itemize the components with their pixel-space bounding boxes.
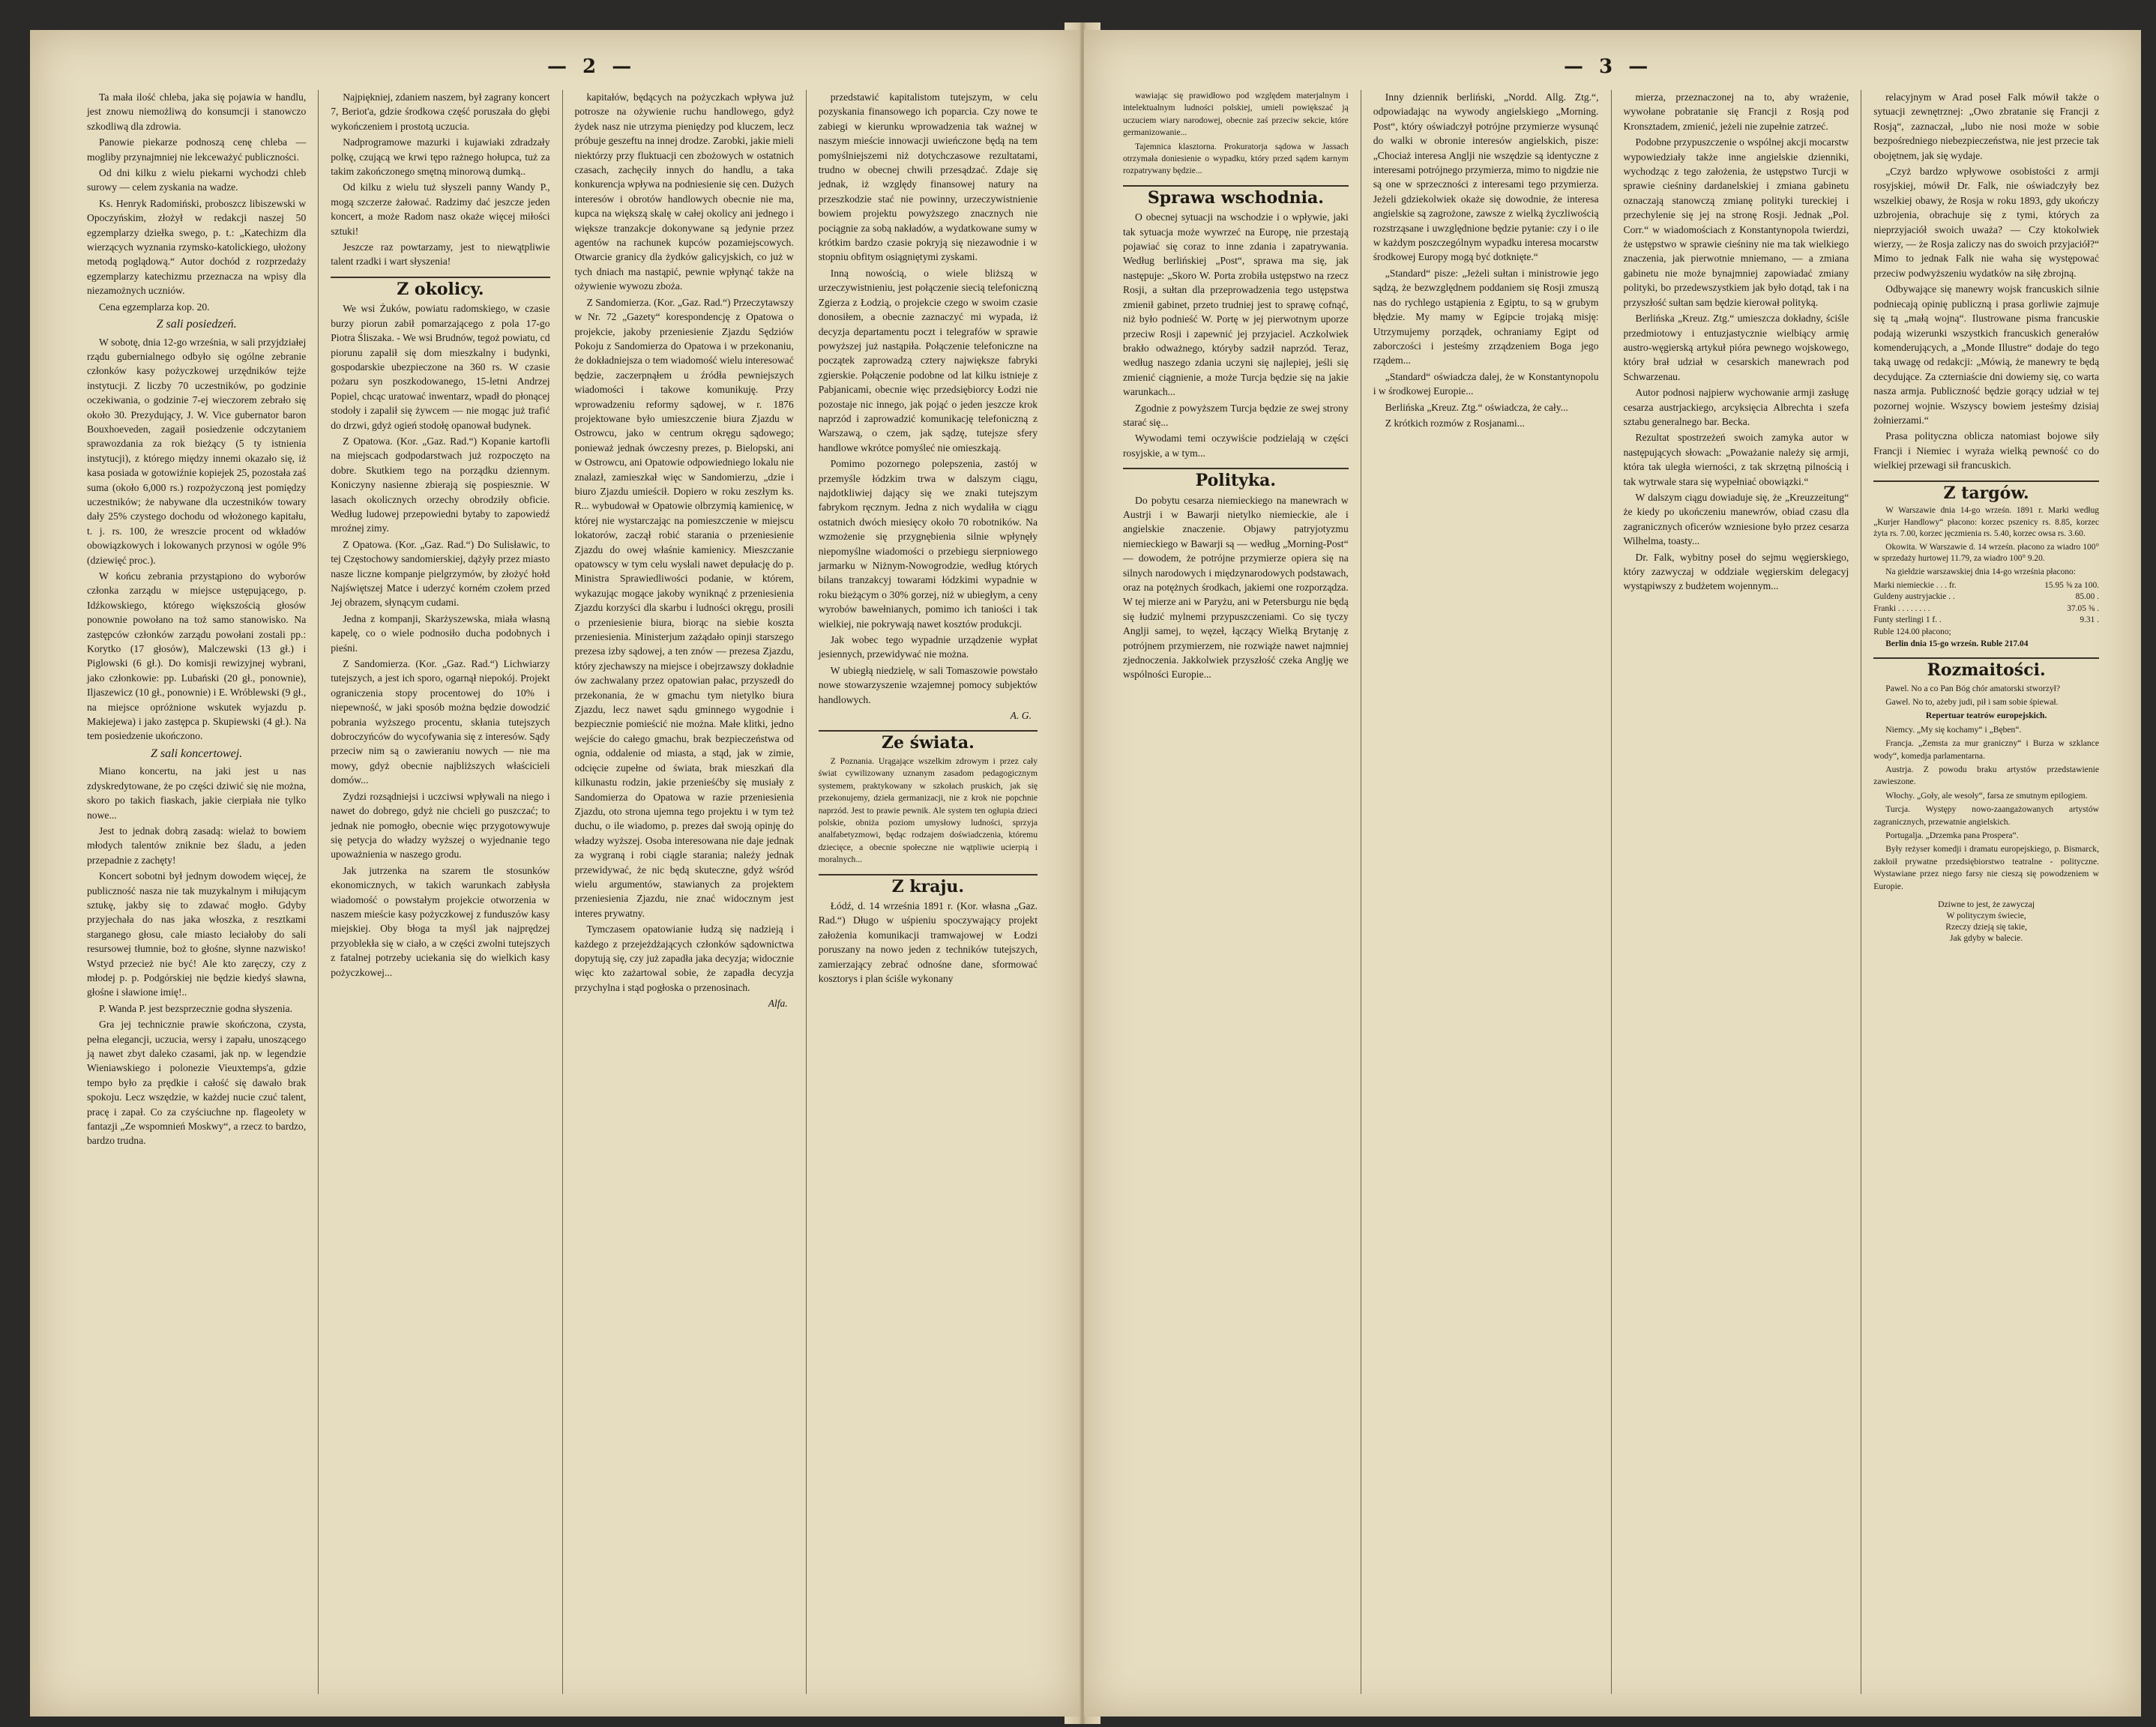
paragraph: Łódź, d. 14 września 1891 r. (Kor. własna „Gaz. Rad.“) Długo w uśpieniu spoczywający projekt założenia komunikacji tramwajowej w Łodzi poruszany na nowo jeden z techników tutejszych, zamierzający zebrać odnośne dane, sformować kosztorys i plan ściśle wykonany (818, 899, 1038, 984)
paragraph: Z Opatowa. (Kor. „Gaz. Rad.“) Kopanie kartofli na miejscach godpodarstwach już rozpoczęto na dobre. Skutkiem tego na porządku dziennym. Koniczyny nasienne zbierają się pospiesznie. W lasach okolicznych orzechy obrodziły obficie. Według ludowej przepowiedni bytaby to zapowiedź mroźnej zimy. (331, 435, 550, 534)
section-heading: Ze świata. (819, 730, 1038, 750)
column-3 (563, 90, 807, 1694)
market-label: Marki niemieckie . . . fr. (1873, 580, 1957, 590)
paragraph: Odbywające się manewry wojsk francuskich silnie podniecają opinię publiczną i prasa gorliwie zajmuje się tą „małą wojną“. Ilustrowane pisma francuskie podają wizerunki wszystkich francuskich generałów komenderujących, a „Monde Illustre“ dodaje do tego taką uwagę od redakcji: „Mówią, że manewry te będą decydujące. Za czterniaście dni dowiemy się, co warta nasza armja. Publiczność będzie gorący udział w tej pozornej wojnie. Wszyscy bowiem jesteśmy dzisiaj żołnierzami.“ (1873, 283, 2099, 426)
columns (75, 90, 1050, 1694)
paragraph: Inną nowością, o wiele bliższą w urzeczywistnieniu, jest połączenie siecią telefoniczną Zgierza z Łodzią, o projekcie czego w swoim czasie donosiłem, a obecnie zaznaczyć mi wypada, iż decyzja departamentu poczt i telegrafów w sprawie powyższej już nastąpiła. Połączenie telefoniczne na początek zaprowadzą cztery największe fabryki zgierskie. Połączenie podobne od lat kilku istnieje z Pabjanicami, obecnie więc przedsiębiorcy Łodzi nie pozostaje nic innego, jak pojąć o jeden jeszcze krok naprzód i zaprowadzić komunikację telefoniczną z Warszawą, o czem, jak sądzę, tutejsze sfery handlowe wkrótce pomyśleć nie omieszkają. (818, 267, 1038, 453)
paragraph: Jedna z kompanji, Skarżyszewska, miała własną kapelę, co o wiele podnosiło ducha podobnych i pieśni. (331, 612, 550, 654)
paragraph: Turcja. Występy nowo-zaangażowanych artystów zagranicznych, przewatnie angielskich. (1873, 804, 2099, 827)
paragraph: Z Poznania. Urągające wszelkim zdrowym i przez cały świat cywilizowany uznanym zasadom pedagogicznym systemem, praktykowany w szkołach pruskich, jak się przekonujemy, dzieła germanizacji, nie z krok nie popchnie naprzód. Jest to prawie pewnik. Ale system ten ogłupia dzieci polskie, obniża poziom umysłowy ludności, sprzyja analfabetyzmowi, będąc rodzajem doświadczenia, któremu dziecięce, a obecnie społeczne nie wątpliwie ucierpią i moralnych... (818, 756, 1038, 865)
paragraph: Pawel. No a co Pan Bóg chór amatorski stworzył? (1885, 683, 2061, 693)
poem-line: Dziwne to jest, że zawyczaj (1938, 899, 2035, 909)
paragraph: Ks. Henryk Radomiński, proboszcz libiszewski w Opoczyńskim, złożył w redakcji naszej 50 egzemplarzy dziełka swego, p. t.: „Katechizm dla wierzących wyznania rzymsko-katolickiego, ułożony metodą poglądową.“ Autor dochód z rozprzedaży egzemplarzy katechizmu przeznacza na wpisy dla niezamożnych uczniów. (87, 197, 307, 297)
paragraph: Autor podnosi najpierw wychowanie armji zasługę cesarza austrjackiego, arcyksięcia Albrechta i szefa sztabu generalnego bar. Becka. (1623, 387, 1849, 427)
subheading: Repertuar teatrów europejskich. (1925, 711, 2047, 721)
paragraph: Pomimo pozornego polepszenia, zastój w przemyśle łódzkim trwa w dalszym ciągu, najdotkliwiej dający się we znaki tutejszym fabrykom ręcznym. Jedna z nich wydaliła w ciągu ostatnich dwóch miesięcy około 70 robotników. Na wzmożenie się przygnębienia silnie wpłynęły niepomyślne wiadomości o przebiegu sierpniowego jarmarku w Niżnym-Nowogrodzie, według których bilans tranzakcyj towarami łódzkimi wypadnie w roku bieżącym o 30% gorzej, niż w ubiegłym, a ceny wyrobów bawełnianych, pomimo ich taniości i tak wielkiej, nie pokrywają nawet kosztów produkcji. (818, 458, 1038, 630)
paragraph: Panowie piekarze podnoszą cenę chleba — mogliby przynajmniej nie lekceważyć publiczności. (87, 136, 307, 163)
market-paragraph: Na giełdzie warszawskiej dnia 14-go września płacono: (1885, 567, 2076, 576)
paragraph: Francja. „Zemsta za mur graniczny“ i Burza w szklance wody“, komedja parlamentarna. (1873, 738, 2099, 761)
market-value: 15.95 ⅝ za 100. (2044, 580, 2099, 590)
paragraph: Tymczasem opatowianie łudzą się nadzieją i każdego z przejeżdżających członków sądownictwa dopytują się, czy już zapadła jaka decyzja; widocznie więc kto zażartowal sobie, że zapadła decyzja przychylna i stąd pogłoska o przenosinach. (574, 923, 794, 993)
paragraph: W sobotę, dnia 12-go września, w sali przyjdziałej rządu gubernialnego odbyło się ogólne zebranie członków kasy pożyczkowej urzędników tejże instytucji. Z liczby 70 uczestników, po godzinie oczekiwania, o godzinie 7-ej wieczorem zebrało się około 30. Prezydujący, J. W. Vice gubernator baron Bouxhoeveden, zagaił posiedzenie odczytaniem sprawozdania za rok bieżący (5 ty istnienia instytucji), z którego między innemi okazało się, iż kasa posiada w gotowiźnie kopiejek 25, pozostała zaś suma (około 6,000 rs.) rozpożyczoną jest pomiędzy uczestników; że nabywane dla uczestników towary dały 25% czystego dochodu od włożonego kapitału, t. j. rs. 100, że wreszcie procent od wkładów obowiązkowych i lokowanych przynosi w ogóle 9% (dziewięć proc.). (87, 336, 307, 566)
market-paragraph: W Warszawie dnia 14-go wrześn. 1891 r. Marki według „Kurjer Handlowy“ płacono: korzec pszenicy rs. 8.85, korzec żyta rs. 7.00, korzec jęczmienia rs. 5.40, korzec owsa rs. 3.60. (1873, 505, 2099, 539)
paragraph: W ubiegłą niedzielę, w sali Tomaszowie powstało nowe stowarzyszenie wzajemnej pomocy subjektów handlowych. (818, 664, 1038, 705)
paragraph: Dr. Falk, wybitny poseł do sejmu węgierskiego, który zazwyczaj w oddziale węgierskim delegacyj wystąpiwszy z budżetem wojennym... (1623, 551, 1849, 592)
market-row (1873, 580, 2099, 592)
column-2 (319, 90, 562, 1694)
paragraph: Nadprogramowe mazurki i kujawiaki zdradzały polkę, czującą we krwi tępo rażnego hołupca, tuż za takim zakończonego smętną minorową dumką.. (331, 136, 550, 178)
market-row (1873, 603, 2099, 615)
paragraph: Z Opatowa. (Kor. „Gaz. Rad.“) Do Sulisławic, to tej Częstochowy sandomierskiej, dążyły przez miasto nasze liczne kompanje pielgrzymów, by złożyć hołd Najświętszej Matce i uderzyć korném czołem przed Jej obrazem, słynącym cudami. (331, 538, 550, 609)
paragraph: relacyjnym w Arad poseł Falk mówił także o sytuacji zewnętrznej: „Owo zbratanie się Francji z Rosją“, zaznaczał, „lubo nie nosi może w sobie bezpośredniego niebezpieczeństwa, nie jest przecie tak obojętnem, jak się wydaje. (1873, 91, 2099, 161)
poem-line: Jak gdyby w balecie. (1950, 933, 2023, 943)
byline: Alfa. (768, 998, 788, 1010)
page-number: — 3 — (1564, 55, 1653, 78)
paragraph: Berlińska „Kreuz. Ztg.“ oświadcza, że cały... (1385, 401, 1568, 413)
column-1 (75, 90, 319, 1694)
section-heading: Z kraju. (819, 874, 1038, 894)
market-value: 37.05 ⅝ . (2067, 603, 2099, 613)
paragraph: Jak wobec tego wypadnie urządzenie wypłat jesiennych, przewidywać nie można. (818, 634, 1038, 660)
page-left (30, 30, 1079, 1717)
section-heading: Z okolicy. (331, 277, 549, 297)
paragraph: wawiając się prawidłowo pod względem materjalnym i intelektualnym ludności polskiej, umieli powiększać ją uczuciem wiary narodowej, obecnie zaś przeciw sekcie, które germanizowanie... (1123, 91, 1349, 138)
paragraph: Gra jej technicznie prawie skończona, czysta, pełna elegancji, uczucia, wersy i zapału, unoszącego ją nawet zbyt daleko czasami, jak np. w legendzie Wieniawskiego i polonezie Vieuxtemps'a, gdzie tempo było za prędkie i całość się dawało brak spokoju. Lecz wszędzie, w każdej nucie czuć talent, pracę i zapał. Co za czyściuchne np. flageolety w fantazji „Ze wspomnień Moskwy“, a rzecz to bardzo, bardzo trudna. (87, 1019, 307, 1147)
paragraph: przedstawić kapitalistom tutejszym, w celu pozyskania finansowego ich poparcia. Czy nowe te zabiegi w kierunku wprowadzenia tak ważnej w naszym mieście innowacji uwieńczone będą na tem pomyślniejszemi niż dotychczasowe rezultatami, trudno w obecnej chwili przesądzać. Zdaje się jednak, iż względy finansowej natury na przeszkodzie stać nie powinny, urzeczywistnienie bowiem projektu powyższego znacznych nie pociągnie za sobą nakładów, a wydatkowane sumy w krótkim bardzo czasie pokryją się niezawodnie i w stopniu obfitym osiągniętymi zyskami. (818, 91, 1038, 263)
paragraph: „Standard“ oświadcza dalej, że w Konstantynopolu i w środkowej Europie... (1373, 370, 1599, 397)
paragraph: Z Sandomierza. (Kor. „Gaz. Rad.“) Lichwiarzy tutejszych, a jest ich sporo, ogarnął niepokój. Projekt ograniczenia stopy procentowej do 10% i niepewność, w jaki sposób można będzie dowodzić pobrania wyższego procentu, skłania tutejszych dobroczyńców do wycofywania się z interesów. Sądy przeciw nim są o zawieraniu nowych — nie ma mowy, gdyż obecnie najbliższych właścicieli domów... (331, 658, 550, 786)
market-paragraph: Okowita. W Warszawie d. 14 wrześn. płacono za wiadro 100° w sprzedaży hurtowej 11.79, za wiadro 100° 9.20. (1873, 542, 2099, 564)
paragraph: Jeszcze raz powtarzamy, jest to niewątpliwie talent rzadki i wart słyszenia! (331, 241, 550, 268)
paragraph: Tajemnica klasztorna. Prokuratorja sądowa w Jassach otrzymała doniesienie o wypadku, który przed sądem karnym rozpatrywany będzie... (1123, 141, 1349, 176)
market-label: Funty sterlingi 1 f. . (1873, 615, 1942, 625)
market-row (1873, 591, 2099, 603)
paragraph: Od kilku z wielu tuż słyszeli panny Wandy P., mogą szczerze żałować. Radzimy dać jeszcze jeden koncert, a może Radom nasz okaże więcej miłości sztuki! (331, 181, 550, 237)
paragraph: Portugalja. „Drzemka pana Prospera“. (1885, 830, 2019, 840)
paragraph: Rezultat spostrzeżeń swoich zamyka autor w następujących słowach: „Poważanie należy się armji, która tak uległa wierności, z tak skrzętną pilnością i tak wytrwale stara się wypełniać obowiązki.“ (1623, 432, 1849, 487)
paragraph: Wywodami temi oczywiście podzielają w części rosyjskie, a w tym... (1123, 432, 1349, 459)
section-heading: Sprawa wschodnia. (1123, 185, 1349, 205)
paragraph: Miano koncertu, na jaki jest u nas zdyskredytowane, że po części dziwić się nie można, skoro po takich fiaskach, jakie cierpiała nie tylko nowe... (87, 765, 307, 821)
paragraph: We wsi Żuków, powiatu radomskiego, w czasie burzy piorun zabił pomarzającego z pola 17-go Piotra Śliszaka. - We wsi Brudnów, tegoż powiatu, cd piorunu zapalił się dom mieszkalny i budynki, gospodarskie ubezpieczone na 360 rs. W czasie pożaru syn poszkodowanego, 15-letni Andrzej Popiel, chcąc uratować inwentarz, wpadł do płonącej stodoły i zapalił się żywcem — nie mogąc już trafić do drzwi, gdyż ogień stodołę opanował budynek. (331, 303, 550, 431)
market-paragraph: Berlin dnia 15-go wrześn. Ruble 217.04 (1885, 639, 2029, 648)
section-heading: Polityka. (1123, 468, 1349, 488)
paragraph: O obecnej sytuacji na wschodzie i o wpływie, jaki tak sytuacja może wywrzeć na Europę, nie przestają pojawiać się coraz to inne zdania i zapatrywania. Według berlińskiej „Post“, sprawa ma się, jak następuje: „Skoro W. Porta zrobiła ustępstwo na rzecz Rosji, a sułtan dla przeprowadzenia tego ustępstwa zmienił gabinet, przeto trudniej jest to sprawę cofnąć, niż było podnieść W. Portę w jej pierwotnym uporze przeciw Rosji i zapewnić jej przyjaciel. Aczkolwiek brakło odważnego, któryby sadził naprzód. Teraz, według naszego zdania uczyni się najlepiej, jeśli się zmienić ciągnienie, a może Turcja będzie się na jakie warunkach... (1123, 211, 1349, 398)
paragraph: „Standard“ pisze: „Jeżeli sułtan i ministrowie jego sądzą, że bezwzględnem poddaniem się Rosji zmuszą nas do rychlego ustąpienia z Egiptu, to są w grubym błędzie. My mamy w Egipcie trojaką misję: Utrzymujemy porządek, ochraniamy Egipt od zaborczości i jesteśmy zrządzeniem Boga jego rządem... (1373, 267, 1599, 367)
columns (1111, 90, 2111, 1694)
paragraph: Austrja. Z powodu braku artystów przedstawienie zawieszone. (1873, 764, 2099, 787)
paragraph: Jak jutrzenka na szarem tle stosunków ekonomicznych, w takich warunkach zabłysła wiadomość o powstałym projekcie otworzenia w naszem mieście kasy pożyczkowej z funduszów kasy miejskiej. Oby błoga ta myśl jak najprędzej przyoblekła się w ciało, a w części zwolni tutejszych z fatalnej potrzeby uciekania się do wielkich kasy pożyczkowej... (331, 864, 550, 978)
market-label: Guldeny austryjackie . . (1873, 592, 1955, 602)
section-heading: Z sali koncertowej. (151, 747, 243, 760)
paragraph: Z krótkich rozmów z Rosjanami... (1385, 417, 1525, 429)
paragraph: Z Sandomierza. (Kor. „Gaz. Rad.“) Przeczytawszy w Nr. 72 „Gazety“ korespondencję z Opatowa o projekcie, jakoby przeniesienie Zjazdu Sędziów Pokoju z Sandomierza do Opatowa i w przekonaniu, że dokładniejsza o tem wiadomość wielu interesować będzie, zaczerpnąłem u źródła pewniejszych wiadomości i takowe komunikuję. Przy wprowadzeniu reformy sądowej, w r. 1876 projektowane było umieszczenie biura Zjazdu w Ostrowcu, jako w centrum okręgu sądowego; ponieważ jednak ówczesny prezes, p. Bielopski, ani w Ostrowcu, ani Opatowie odpowiedniego lokalu nie znalazł, zamieszkał więc w Sandomierzu, „dzie i biuro Zjazdu umieścił. Dopiero w roku zeszłym ks. R... wybudował w Opatowie olbrzymią kamienicę, w której nie wystarczając na pomieszczenie w miejscu lokatorów, zaczął robić starania o przeniesienie Zjazdu do owej właśnie kamienicy. Mieszczanie opatowscy w tym celu wysłali nawet depułację do p. Ministra Sprawiedliwości podanie, w którem, wykazując mogące jakoby wyniknąć z przeniesienia Zjazdu korzyści dla skarbu i ludności okręgu, prosili o przeniesienie biura, biorąc na siebie koszta przeniesienia. Ministerjum zażądało opinji starszego prezesa izby sądowej, a ten znów — prezesa Zjazdu, który zjechawszy na miejsce i obejrzawszy dokładnie ów zachwalany przez opatowian pałac, przyszedł do przekonania, że w gmachu tym nietylko biura Zjazdu, lecz nawet sądu gminnego wygodnie i bezpiecznie pomieścić nie można. Małe klitki, jedno wejście do całego gmachu, brak bezpieczeństwa od ognia, oddalenie od miasta, a stąd, jak w zimie, odcięcie zupełne od świata, brak mieszkań dla kilkunastu rodzin, jakie przenieśćby się musiały z Sandomierza do Opatowa w razie przeniesienia Zjazdu, oto strona ujemna tego projektu i w tym też duchu, o ile wiadomo, p. prezes dał swoją opinję do władzy wyższej. Osoba interesowana nie daje jednak za wygraną i robi ciągle starania; należy jednak przewidywać, że nic będą skuteczne, gdyż wśród wielu argumentów, stawianych za projektem przeniesienia Zjazdu, nie znać widocznym jest interes prywatny. (574, 296, 794, 919)
paragraph: Od dni kilku z wielu piekarni wychodzi chleb surowy — celem zyskania na wadze. (87, 167, 307, 193)
column-4 (1861, 90, 2111, 1694)
byline: A. G. (1010, 710, 1032, 722)
page-right (1084, 30, 2141, 1717)
market-label: Ruble 124.00 płacono; (1873, 627, 1951, 636)
paragraph: Jest to jednak dobrą zasadą: wielaż to bowiem młodych talentów zniknie bez śladu, a jeden przepadnie z zachęty! (87, 825, 307, 866)
paragraph: kapitałów, będących na pożyczkach wpływa już potrosze na ożywienie ruchu handlowego, gdyż żydek nasz nie utrzyma pieniędzy pod kluczem, lecz próbuje geszeftu na innej drodze. Zarobki, jakie mieli niektórzy przy fluktuacji cen zbożowych w ostatnich czasach, zachęciły innych do handlu, a taka konkurencja wpływa na podniesienie się cen. Dużych interesów i obrotów handlowych obecnie nie ma, kupca na większą skalę w całej okolicy ani jednego i większe tranzakcje dokonywane są jedynie przez agentów na rachunek kupców pozamiejscowych. Otwarcie granicy dla żydków galicyjskich, co już w tych dniach ma nastąpić, pewnie wpłynąć także na ożywienie wywozu zboża. (574, 91, 794, 292)
section-heading: Z sali posiedzeń. (156, 318, 237, 331)
market-row (1873, 627, 2099, 639)
page-number: — 2 — (547, 55, 636, 78)
paragraph: Zydzi rozsądniejsi i uczciwsi wpływali na niego i nawet do dobrego, gdyż nie chcieli go puszczać; to jednak nie pomogło, obecnie więc przygotowywuje się petycja do władzy wyższej o wyjednanie tego upoważnienia w naszego grodu. (331, 790, 550, 861)
paragraph: W końcu zebrania przystąpiono do wyborów członka zarządu w miejsce ustępującego, p. Idźkowskiego, którego większością głosów ponownie powołano na toż samo stanowisko. Na zastępców członków zarządu powołani zostali pp.: Korytko (17 głosów), Malczewski (13 gł.) i Piglowski (6 gł.). Do komisji rewizyjnej wybrani, jako członkowie: pp. Lubański (20 gł., ponownie), Iljaszewicz (10 gł., ponownie) i E. Wróblewski (9 gł., na miejsce opróżnione wskutek wyjazdu p. Makiejewa) i jako zastępca p. Skupiewski (4 gł.). Na tem posiedzenie ukończono. (87, 570, 307, 742)
paragraph: mierza, przeznaczonej na to, aby wrażenie, wywołane pobratanie się Francji z Rosją pod Kronsztadem, zmienić, jeżeli nie zupełnie zatrzeć. (1623, 91, 1849, 132)
column-2 (1361, 90, 1612, 1694)
poem-line: Rzeczy dzieją się takie, (1945, 922, 2028, 932)
paragraph: „Czyż bardzo wpływowe osobistości z armji rosyjskiej, mówił Dr. Falk, nie oświadczyły bez wszelkiej obawy, że Rosja w roku 1893, gdy ukończy uzbrojenia, obrachuje się z tymi, których za nieprzyjaciół swoich uważa? — Czy ktokolwiek wierzy, — że Rosja zaliczy nas do swoich przyjaciół?“ Mimo to jednak Falk nie waha się występować przeciw podwyższeniu wydatków na siłę zbrojną. (1873, 166, 2099, 279)
paragraph: Włochy. „Goły, ale wesoły“, farsa ze smutnym epilogiem. (1885, 790, 2088, 801)
paragraph: Były reżyser komedji i dramatu europejskiego, p. Bismarck, zakłoił prywatne przedsiębiorstwo teatralne - polityczne. Wystawiane przez niego farsy nie cieszą się powodzeniem w Europie. (1873, 844, 2099, 891)
paragraph: Podobne przypuszczenie o wspólnej akcji mocarstw wypowiedziały także inne angielskie dzienniki, wychodząc z tego założenia, że ustępstwo Turcji w sprawie cieśniny dardanelskiej i zmiana gabinetu oznaczają stanowczą zmianę polityki tureckiej i przechylenie się jej na stronę Rosji. Jednak „Pol. Corr.“ w wiadomościach z Konstantynopola twierdzi, że ustępstwo w sprawie cieśniny nie ma tak wielkiego znaczenia, jak pierwotnie mniemano, — a zmiana gabinetu nie może bynajmniej zapowiadać zmiany polityki, bo przedewszystkiem jak było dotąd, tak i na przyszłość sułtan sam będzie kierował polityką. (1623, 136, 1849, 308)
paragraph: P. Wanda P. jest bezsprzecznie godna słyszenia. (99, 1002, 292, 1014)
paragraph: Zgodnie z powyższem Turcja będzie ze swej strony starać się... (1123, 402, 1349, 428)
paragraph: Berlińska „Kreuz. Ztg.“ umieszcza dokładny, ściśle przedmiotowy i entuzjastycznie wielbiący armię austro-węgierską artykuł pióra pewnego wojskowego, który brał udział w cesarskich manewrach pod Schwarzenau. (1623, 313, 1849, 382)
section-heading: Rozmaitości. (1873, 657, 2099, 678)
paragraph: W dalszym ciągu dowiaduje się, że „Kreuzzeitung“ że kiedy po ukończeniu manewrów, obiad czasu dla zagranicznych oficerów wzniesione było przez cesarza Wilhelma, toasty... (1623, 491, 1849, 547)
market-row (1873, 615, 2099, 627)
market-label: Franki . . . . . . . . (1873, 603, 1930, 613)
column-4 (807, 90, 1050, 1694)
market-value: 85.00 . (2075, 592, 2099, 602)
column-3 (1612, 90, 1862, 1694)
paragraph: Niemcy. „My się kochamy“ i „Bęben“. (1885, 724, 2022, 735)
poem-line: W polityczym świecie, (1946, 911, 2026, 920)
market-report (1873, 505, 2099, 650)
paragraph: Koncert sobotni był jednym dowodem więcej, że publiczność nasza nie tak muzykalnym i miłującym sztukę, jakby się to zdawać mogło. Gdyby przyjechała do nas jaka włoszka, z resztkami starganego głosu, cale miasto leciałoby do sali resursowej tłumnie, boż to głośne, słynne nazwisko! Wstyd przecież nie być! Ale kto zaręczy, czy z młodej p. p. Podgórskiej nie będzie kiedyś sławna, głośne i sławione imię!.. (87, 870, 307, 998)
paragraph: Do pobytu cesarza niemieckiego na manewrach w Austrji i w Bawarji nietylko niemieckie, ale i angielskie znaczenie. Objawy patryjotyzmu niemieckiego w Bawarji są — według „Morning-Post“ — dowodem, że potrójne przymierze opiera się na silnych narodowych i międzynarodowych podstawach, oraz na potężnych środkach, jakiemi one rozporządza. W tej mierze ani w Paryżu, ani w Petersburgu nie będą się łudzić mylnemi przypuszczeniami. Co się tyczy Anglji samej, to węzeł, łączący Wielką Brytanję z potrójnem przymierzem, nie rozwiąże nawet najmniej zjednoczenia. Jakkolwiek przyszłość czeka Anglję we wspólności Europie... (1123, 494, 1349, 681)
paragraph: Gawel. No to, ażeby judi, pił i sam sobie śpiewał. (1885, 696, 2059, 707)
paragraph: Prasa polityczna oblicza natomiast bojowe siły Francji i Niemiec i wyraża wielką pewność co do wielkiej przewagi sił francuskich. (1873, 430, 2099, 471)
market-value: 9.31 . (2080, 615, 2099, 625)
section-heading: Z targów. (1873, 480, 2099, 501)
paragraph: Inny dziennik berliński, „Nordd. Allg. Ztg.“, odpowiadając na wywody angielskiego „Morning. Post“, który oświadczył potrójne przymierze wysunąć do walki w obronie interesów angielskich, pisze: „Chociaż interesa Anglji nie wszędzie są identyczne z interesami potrójnego przymierza, mimo to nigdzie nie są one w sprzeczności z interesami tego przymierza. Jeżeli gdziekolwiek okaże się dowodnie, że interesa angielskie są zagrożone, zawsze z wielką życzliwością rozstrząsane i uwzględnione będzie pytanie: czy i o ile w każdym poszczególnym wypadku interesa mocarstw środkowej Europy mogą być dotknięte.“ (1373, 91, 1599, 263)
poem (1873, 899, 2099, 944)
paragraph: Najpiękniej, zdaniem naszem, był zagrany koncert 7, Beriot'a, gdzie środkowa część poruszała do głębi wykończeniem i prostotą uczucia. (331, 91, 550, 132)
column-1 (1111, 90, 1361, 1694)
paragraph: Cena egzemplarza kop. 20. (99, 301, 210, 313)
paragraph: Ta mała ilość chleba, jaka się pojawia w handlu, jest znowu niemożliwą do konsumcji i stanowczo szkodliwą dla zdrowia. (87, 91, 307, 132)
